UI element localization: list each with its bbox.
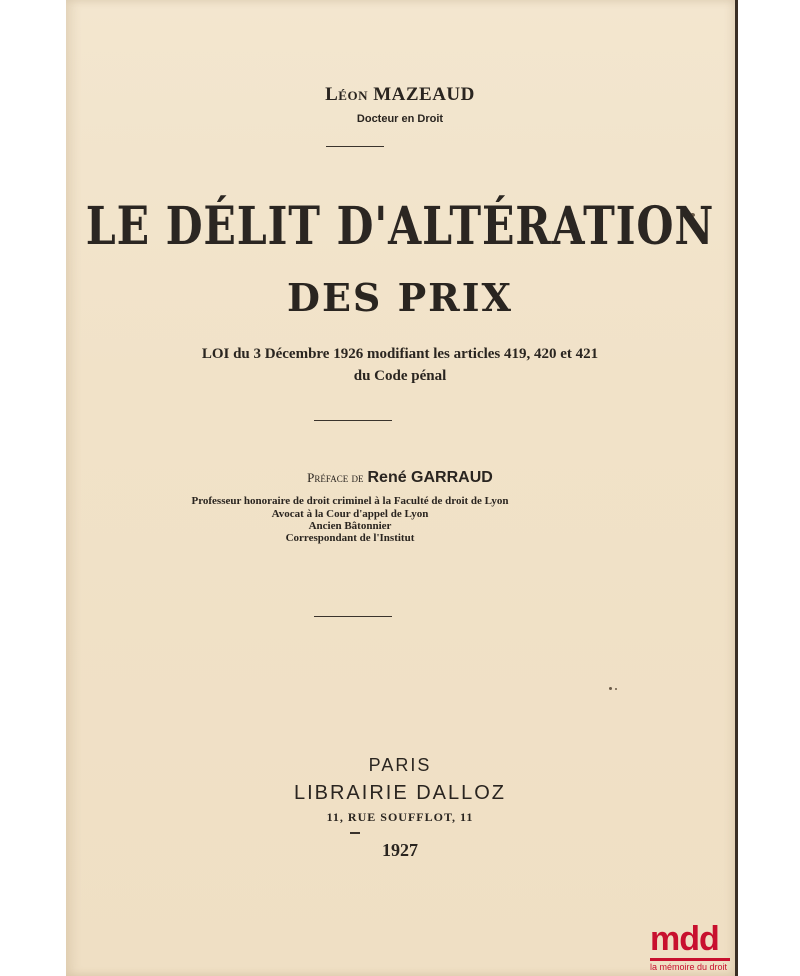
preface-credential: Professeur honoraire de droit criminel à la Faculté de droit de Lyon [191, 495, 509, 507]
subtitle-law-line2: du Code pénal [353, 368, 447, 384]
logo-underline [650, 958, 730, 961]
subtitle-law-line1: LOI du 3 Décembre 1926 modifiant les articles 419, 420 et 421 [201, 346, 599, 362]
book-page [66, 0, 735, 976]
imprint-publisher: LIBRAIRIE DALLOZ [293, 782, 507, 804]
book-title-line2: DES PRIX [286, 275, 513, 320]
logo-mark: mdd [650, 920, 719, 958]
divider-rule [314, 420, 392, 421]
logo-tagline: la mémoire du droit [650, 962, 728, 972]
author-degree: Docteur en Droit [356, 113, 444, 125]
preface-author: René GARRAUD [367, 469, 493, 486]
preface-label: Préface de [307, 470, 364, 485]
preface-credential: Avocat à la Cour d'appel de Lyon [271, 508, 429, 520]
preface-line [0, 469, 800, 487]
author-first-name: Léon [325, 84, 368, 105]
book-title-line1: LE DÉLIT D'ALTÉRATION [85, 196, 715, 257]
preface-credential: Ancien Bâtonnier [308, 520, 392, 532]
page-edge-shadow [735, 0, 738, 976]
author-line [0, 84, 800, 106]
divider-rule [326, 146, 384, 147]
paper-speck [609, 687, 612, 690]
imprint-address: 11, RUE SOUFFLOT, 11 [326, 810, 474, 824]
imprint-city: PARIS [368, 755, 432, 775]
divider-rule [314, 616, 392, 617]
author-last-name: MAZEAUD [373, 84, 475, 105]
watermark-logo [650, 922, 740, 974]
divider-rule [350, 832, 360, 834]
paper-speck [615, 688, 617, 690]
imprint-year: 1927 [382, 840, 418, 860]
preface-credential: Correspondant de l'Institut [285, 532, 415, 544]
